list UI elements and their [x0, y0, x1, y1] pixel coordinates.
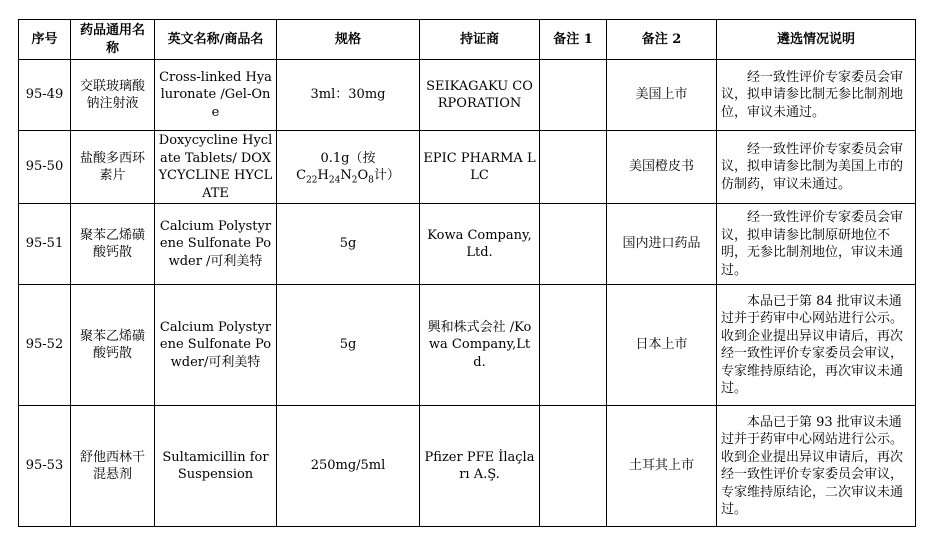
cell-serial: 95-51 — [19, 204, 71, 285]
cell-generic-name: 盐酸多西环素片 — [71, 131, 155, 204]
cell-holder: 興和株式会社 /Kowa Company,Ltd. — [420, 285, 540, 406]
cell-generic-name: 聚苯乙烯磺酸钙散 — [71, 285, 155, 406]
cell-note2: 美国上市 — [607, 60, 717, 131]
cell-remark: 经一致性评价专家委员会审议，拟申请参比制原研地位不明，无参比制剂地位，审议未通过。 — [717, 204, 916, 285]
cell-note1 — [540, 60, 607, 131]
cell-generic-name: 交联玻璃酸钠注射液 — [71, 60, 155, 131]
cell-spec: 5g — [277, 285, 420, 406]
cell-note2: 日本上市 — [607, 285, 717, 406]
cell-holder: Pfizer PFE İlaçları A.Ş. — [420, 406, 540, 527]
cell-remark: 经一致性评价专家委员会审议，拟申请参比制为美国上市的仿制药，审议未通过。 — [717, 131, 916, 204]
cell-remark: 本品已于第 93 批审议未通过并于药审中心网站进行公示。收到企业提出异议申请后，再次经一致性评价专家委员会审议，专家维持原结论，二次审议未通过。 — [717, 406, 916, 527]
table-header-row — [19, 20, 916, 60]
cell-serial: 95-50 — [19, 131, 71, 204]
cell-note2: 土耳其上市 — [607, 406, 717, 527]
cell-english-name: Sultamicillin for Suspension — [155, 406, 277, 527]
cell-generic-name: 舒他西林干混悬剂 — [71, 406, 155, 527]
reference-drug-table — [18, 19, 916, 527]
header-holder: 持证商 — [420, 20, 540, 60]
cell-generic-name: 聚苯乙烯磺酸钙散 — [71, 204, 155, 285]
table-row — [19, 131, 916, 204]
header-spec: 规格 — [277, 20, 420, 60]
cell-serial: 95-52 — [19, 285, 71, 406]
cell-remark: 经一致性评价专家委员会审议，拟申请参比制无参比制剂地位，审议未通过。 — [717, 60, 916, 131]
cell-holder: EPIC PHARMA LLC — [420, 131, 540, 204]
table-row — [19, 406, 916, 527]
cell-holder: SEIKAGAKU CORPORATION — [420, 60, 540, 131]
cell-english-name: Calcium Polystyrene Sulfonate Powder /可利美特 — [155, 204, 277, 285]
cell-holder: Kowa Company,Ltd. — [420, 204, 540, 285]
cell-remark: 本品已于第 84 批审议未通过并于药审中心网站进行公示。收到企业提出异议申请后，再次经一致性评价专家委员会审议，专家维持原结论，再次审议未通过。 — [717, 285, 916, 406]
table-row — [19, 60, 916, 131]
cell-spec: 3ml：30mg — [277, 60, 420, 131]
cell-spec: 5g — [277, 204, 420, 285]
cell-note1 — [540, 285, 607, 406]
cell-note2: 美国橙皮书 — [607, 131, 717, 204]
cell-spec: 250mg/5ml — [277, 406, 420, 527]
cell-english-name: Cross-linked Hyaluronate /Gel-One — [155, 60, 277, 131]
table-row — [19, 285, 916, 406]
table-row — [19, 204, 916, 285]
cell-note1 — [540, 406, 607, 527]
spec-formula: $C_{22}H_{24}N_2O_8$计） — [296, 168, 400, 186]
cell-note2: 国内进口药品 — [607, 204, 717, 285]
header-serial: 序号 — [19, 20, 71, 60]
header-note2: 备注 2 — [607, 20, 717, 60]
spec-prefix: 0.1g（按 — [320, 150, 376, 166]
cell-english-name: Calcium Polystyrene Sulfonate Powder/可利美特 — [155, 285, 277, 406]
cell-note1 — [540, 131, 607, 204]
header-english-name: 英文名称/商品名 — [155, 20, 277, 60]
header-note1: 备注 1 — [540, 20, 607, 60]
cell-serial: 95-49 — [19, 60, 71, 131]
cell-note1 — [540, 204, 607, 285]
cell-serial: 95-53 — [19, 406, 71, 527]
cell-english-name: Doxycycline Hyclate Tablets/ DOXYCYCLINE HYCLATE — [155, 131, 277, 204]
header-generic-name: 药品通用名称 — [71, 20, 155, 60]
cell-spec — [277, 131, 420, 204]
header-remark: 遴选情况说明 — [717, 20, 916, 60]
